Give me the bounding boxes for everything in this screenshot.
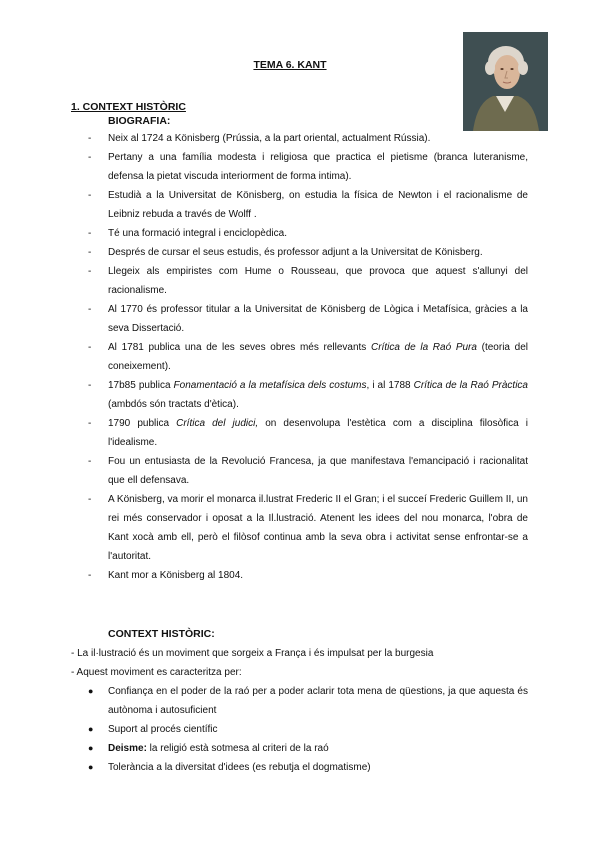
subheading-context: CONTEXT HISTÒRIC: [108, 628, 215, 640]
list-item: - Té una formació integral i enciclopèdica. [88, 228, 287, 239]
list-item: - Pertany a una família modesta i religiosa que practica el pietisme (branca luteranisme, defensa la pietat viscuda interiorment de forma intima). [88, 152, 528, 182]
list-item: ● Confiança en el poder de la raó per a poder aclarir tota mena de qüestions, ja que aquesta és autònoma i autosuficient [88, 686, 528, 716]
list-item: - Fou un entusiasta de la Revolució Francesa, ja que manifestava l'emancipació i racionalitat que ell defensava. [88, 456, 528, 486]
characteristics-list [88, 682, 528, 777]
portrait-image [463, 32, 548, 131]
document-title: TEMA 6. KANT [253, 59, 327, 71]
subheading-biografia: BIOGRAFIA: [108, 115, 171, 127]
list-item: ● Deisme: la religió està sotmesa al criteri de la raó [88, 743, 329, 754]
context-line-2: - Aquest moviment es caracteritza per: [71, 667, 242, 678]
biography-list [88, 129, 528, 585]
section-heading-context: 1. CONTEXT HISTÒRIC [71, 101, 186, 113]
list-item: - Neix al 1724 a Könisberg (Prússia, a la part oriental, actualment Rússia). [88, 133, 431, 144]
context-line-1: - La il·lustració és un moviment que sorgeix a França i és impulsat per la burgesia [71, 648, 434, 659]
list-item: - 1790 publica Crítica del judici, on desenvolupa l'estètica com a disciplina filosòfica i l'idealisme. [88, 418, 529, 448]
list-item: - Estudià a la Universitat de Könisberg, on estudia la física de Newton i el racionalisme de Leibniz rebuda a través de Wolff . [88, 190, 528, 220]
list-item: ● Tolerància a la diversitat d'idees (es rebutja el dogmatisme) [88, 762, 371, 773]
list-item: - Al 1770 és professor titular a la Universitat de Könisberg de Lògica i Metafísica, gràcies a la seva Dissertació. [88, 304, 528, 334]
list-item: - Al 1781 publica una de les seves obres més rellevants Crítica de la Raó Pura (teoria del coneixement). [88, 342, 528, 372]
list-item: - Kant mor a Könisberg al 1804. [88, 570, 244, 581]
list-item: - 17b85 publica Fonamentació a la metafísica dels costums, i al 1788 Crítica de la Raó Pràctica (ambdós són tractats d'ètica). [88, 380, 528, 410]
list-item: - A Könisberg, va morir el monarca il.lustrat Frederic II el Gran; i el succeí Frederic Guillem II, un rei més conservador i oposat a la Il.lustració. Atenent les idees del nou monarca, l'obra de Kant xocà amb ell, però el filòsof continua amb la seva obra i activitat sense enfrontar-se a l'autoritat. [88, 494, 528, 562]
list-item: - Llegeix als empiristes com Hume o Rousseau, que provoca que aquest s'allunyi del racionalisme. [88, 266, 528, 296]
list-item: ● Suport al procés científic [88, 724, 218, 735]
list-item: - Després de cursar el seus estudis, és professor adjunt a la Universitat de Könisberg. [88, 247, 483, 258]
kant-portrait [463, 32, 548, 131]
